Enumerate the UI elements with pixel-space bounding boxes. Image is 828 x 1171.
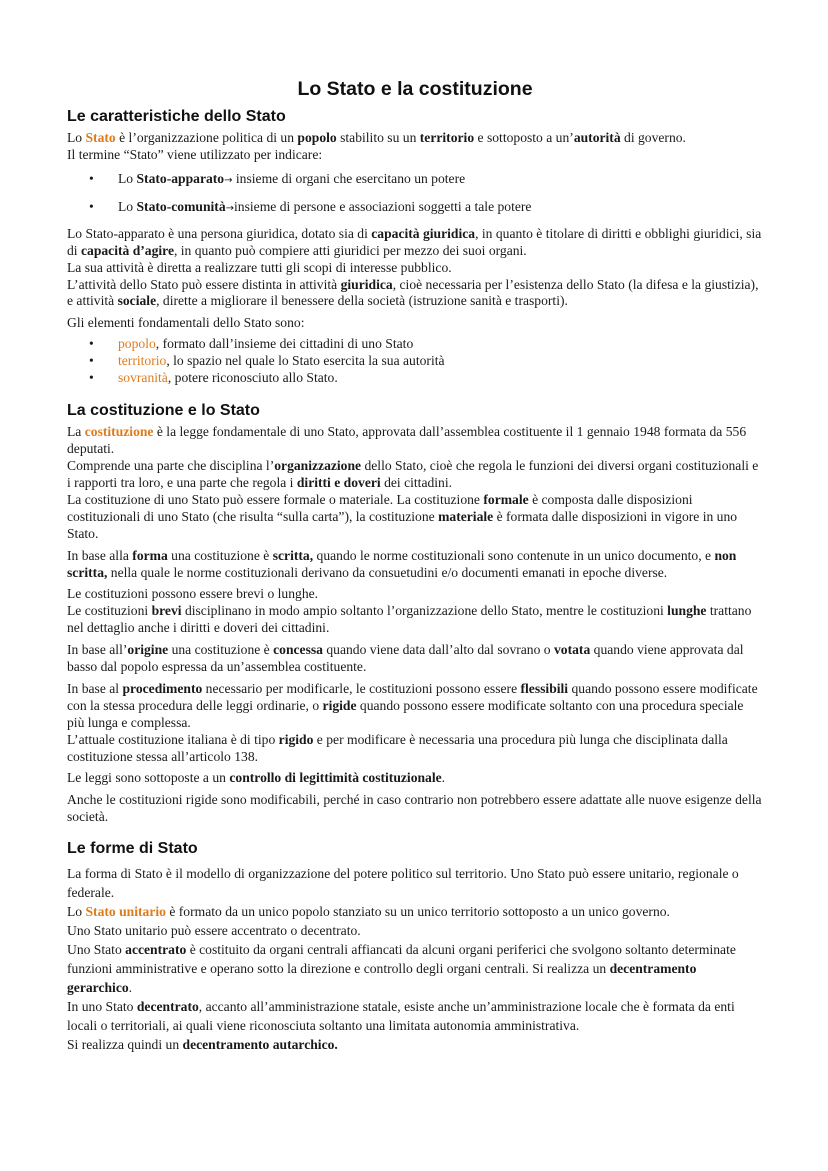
list-item: • sovranità, potere riconosciuto allo Stato. <box>67 369 763 386</box>
paragraph: In base all’origine una costituzione è concessa quando viene data dall’alto dal sovrano o votata quando viene approvata dal basso dal popolo espressa da un’assemblea costituente. <box>67 642 744 675</box>
paragraph: Uno Stato unitario può essere accentrato o decentrato. <box>67 923 361 939</box>
paragraph: Uno Stato accentrato è costituito da organi centrali affiancati da alcuni organi periferici che svolgono soltanto determinate funzioni amministrative e operano sotto la direzione e controllo degli organi centrali. Si realizza un decentramento gerarchico. <box>67 942 736 996</box>
paragraph: Lo Stato unitario è formato da un unico popolo stanziato su un unico territorio sottoposto a un unico governo. <box>67 904 670 920</box>
paragraph: Lo Stato è l’organizzazione politica di un popolo stabilito su un territorio e sottoposto a un’autorità di governo. <box>67 130 686 145</box>
section-heading-forme: Le forme di Stato <box>67 840 198 858</box>
definition-list <box>67 170 763 217</box>
paragraph: In base al procedimento necessario per modificarle, le costituzioni possono essere flessibili quando possono essere modificate con la stessa procedura delle leggi ordinarie, o rigide quando possono essere modificate soltanto con una procedura speciale più lunga e complessa. <box>67 680 758 730</box>
list-item: • Lo Stato-apparato→ insieme di organi che esercitano un potere <box>67 170 763 189</box>
section-heading-costituzione: La costituzione e lo Stato <box>67 402 260 420</box>
paragraph: In uno Stato decentrato, accanto all’amministrazione statale, esiste anche un’amministrazione locale che è formata da enti locali o territoriali, ai quali viene riconosciuta soltanto una limitata autonomia amministrativa. <box>67 999 735 1034</box>
list-item: • popolo, formato dall’insieme dei cittadini di uno Stato <box>67 335 763 352</box>
highlight-term: Stato <box>85 130 116 145</box>
paragraph: In base alla forma una costituzione è scritta, quando le norme costituzionali sono contenute in un unico documento, e non scritta, nella quale le norme costituzionali derivano da consuetudini e/o documenti emanati in epoche diverse. <box>67 547 737 580</box>
paragraph: Le costituzioni brevi disciplinano in modo ampio soltanto l’organizzazione dello Stato, mentre le costituzioni lunghe trattano nel dettaglio anche i diritti e doveri dei cittadini. <box>67 603 752 636</box>
paragraph: La costituzione è la legge fondamentale di uno Stato, approvata dall’assemblea costituente il 1 gennaio 1948 formata da 556 deputati. <box>67 424 747 457</box>
list-item: • Lo Stato-comunità→insieme di persone e associazioni soggetti a tale potere <box>67 198 763 217</box>
paragraph: L’attività dello Stato può essere distinta in attività giuridica, cioè necessaria per l’esistenza dello Stato (la difesa e la giustizia), e attività sociale, dirette a migliorare il benessere della società (istruzione sanità e trasporti). <box>67 276 759 309</box>
paragraph: Comprende una parte che disciplina l’organizzazione dello Stato, cioè che regola le funzioni dei diversi organi costituzionali e i rapporti tra loro, e una parte che regola i diritti e doveri dei cittadini. <box>67 458 759 490</box>
paragraph: Anche le costituzioni rigide sono modificabili, perché in caso contrario non potrebbero essere adattate alle nuove esigenze della società. <box>67 792 762 825</box>
paragraph: Lo Stato-apparato è una persona giuridica, dotato sia di capacità giuridica, in quanto è titolare di diritti e obblighi giuridici, sia di capacità d’agire, in quanto può compiere atti giuridici per mezzo dei suoi organi. <box>67 225 762 258</box>
paragraph: Le leggi sono sottoposte a un controllo di legittimità costituzionale. <box>67 770 446 786</box>
section-heading-caratteristiche: Le caratteristiche dello Stato <box>67 108 286 125</box>
paragraph: La forma di Stato è il modello di organizzazione del potere politico sul territorio. Uno Stato può essere unitario, regionale o federale. <box>67 866 739 901</box>
list-item: • territorio, lo spazio nel quale lo Stato esercita la sua autorità <box>67 352 763 369</box>
arrow-icon: → <box>224 174 233 186</box>
page-title: Lo Stato e la costituzione <box>297 78 533 100</box>
paragraph: La costituzione di uno Stato può essere formale o materiale. La costituzione formale è composta dalle disposizioni costituzionali di uno Stato (che risulta “sulla carta”), la costituzione materiale è formata dalle disposizioni in vigore in uno Stato. <box>67 491 738 541</box>
arrow-icon: → <box>225 202 235 214</box>
document-page <box>67 78 763 1054</box>
paragraph: L’attuale costituzione italiana è di tipo rigido e per modificare è necessaria una procedura più lunga che disciplinata dalla costituzione stessa all’articolo 138. <box>67 731 728 764</box>
paragraph: La sua attività è diretta a realizzare tutti gli scopi di interesse pubblico. <box>67 259 452 275</box>
paragraph: Il termine “Stato” viene utilizzato per indicare: <box>67 146 323 162</box>
paragraph: Gli elementi fondamentali dello Stato sono: <box>67 315 305 331</box>
paragraph: Le costituzioni possono essere brevi o lunghe. <box>67 586 319 602</box>
paragraph: Si realizza quindi un decentramento autarchico. <box>67 1037 338 1053</box>
forme-section <box>67 864 763 1054</box>
elements-list <box>67 335 763 386</box>
